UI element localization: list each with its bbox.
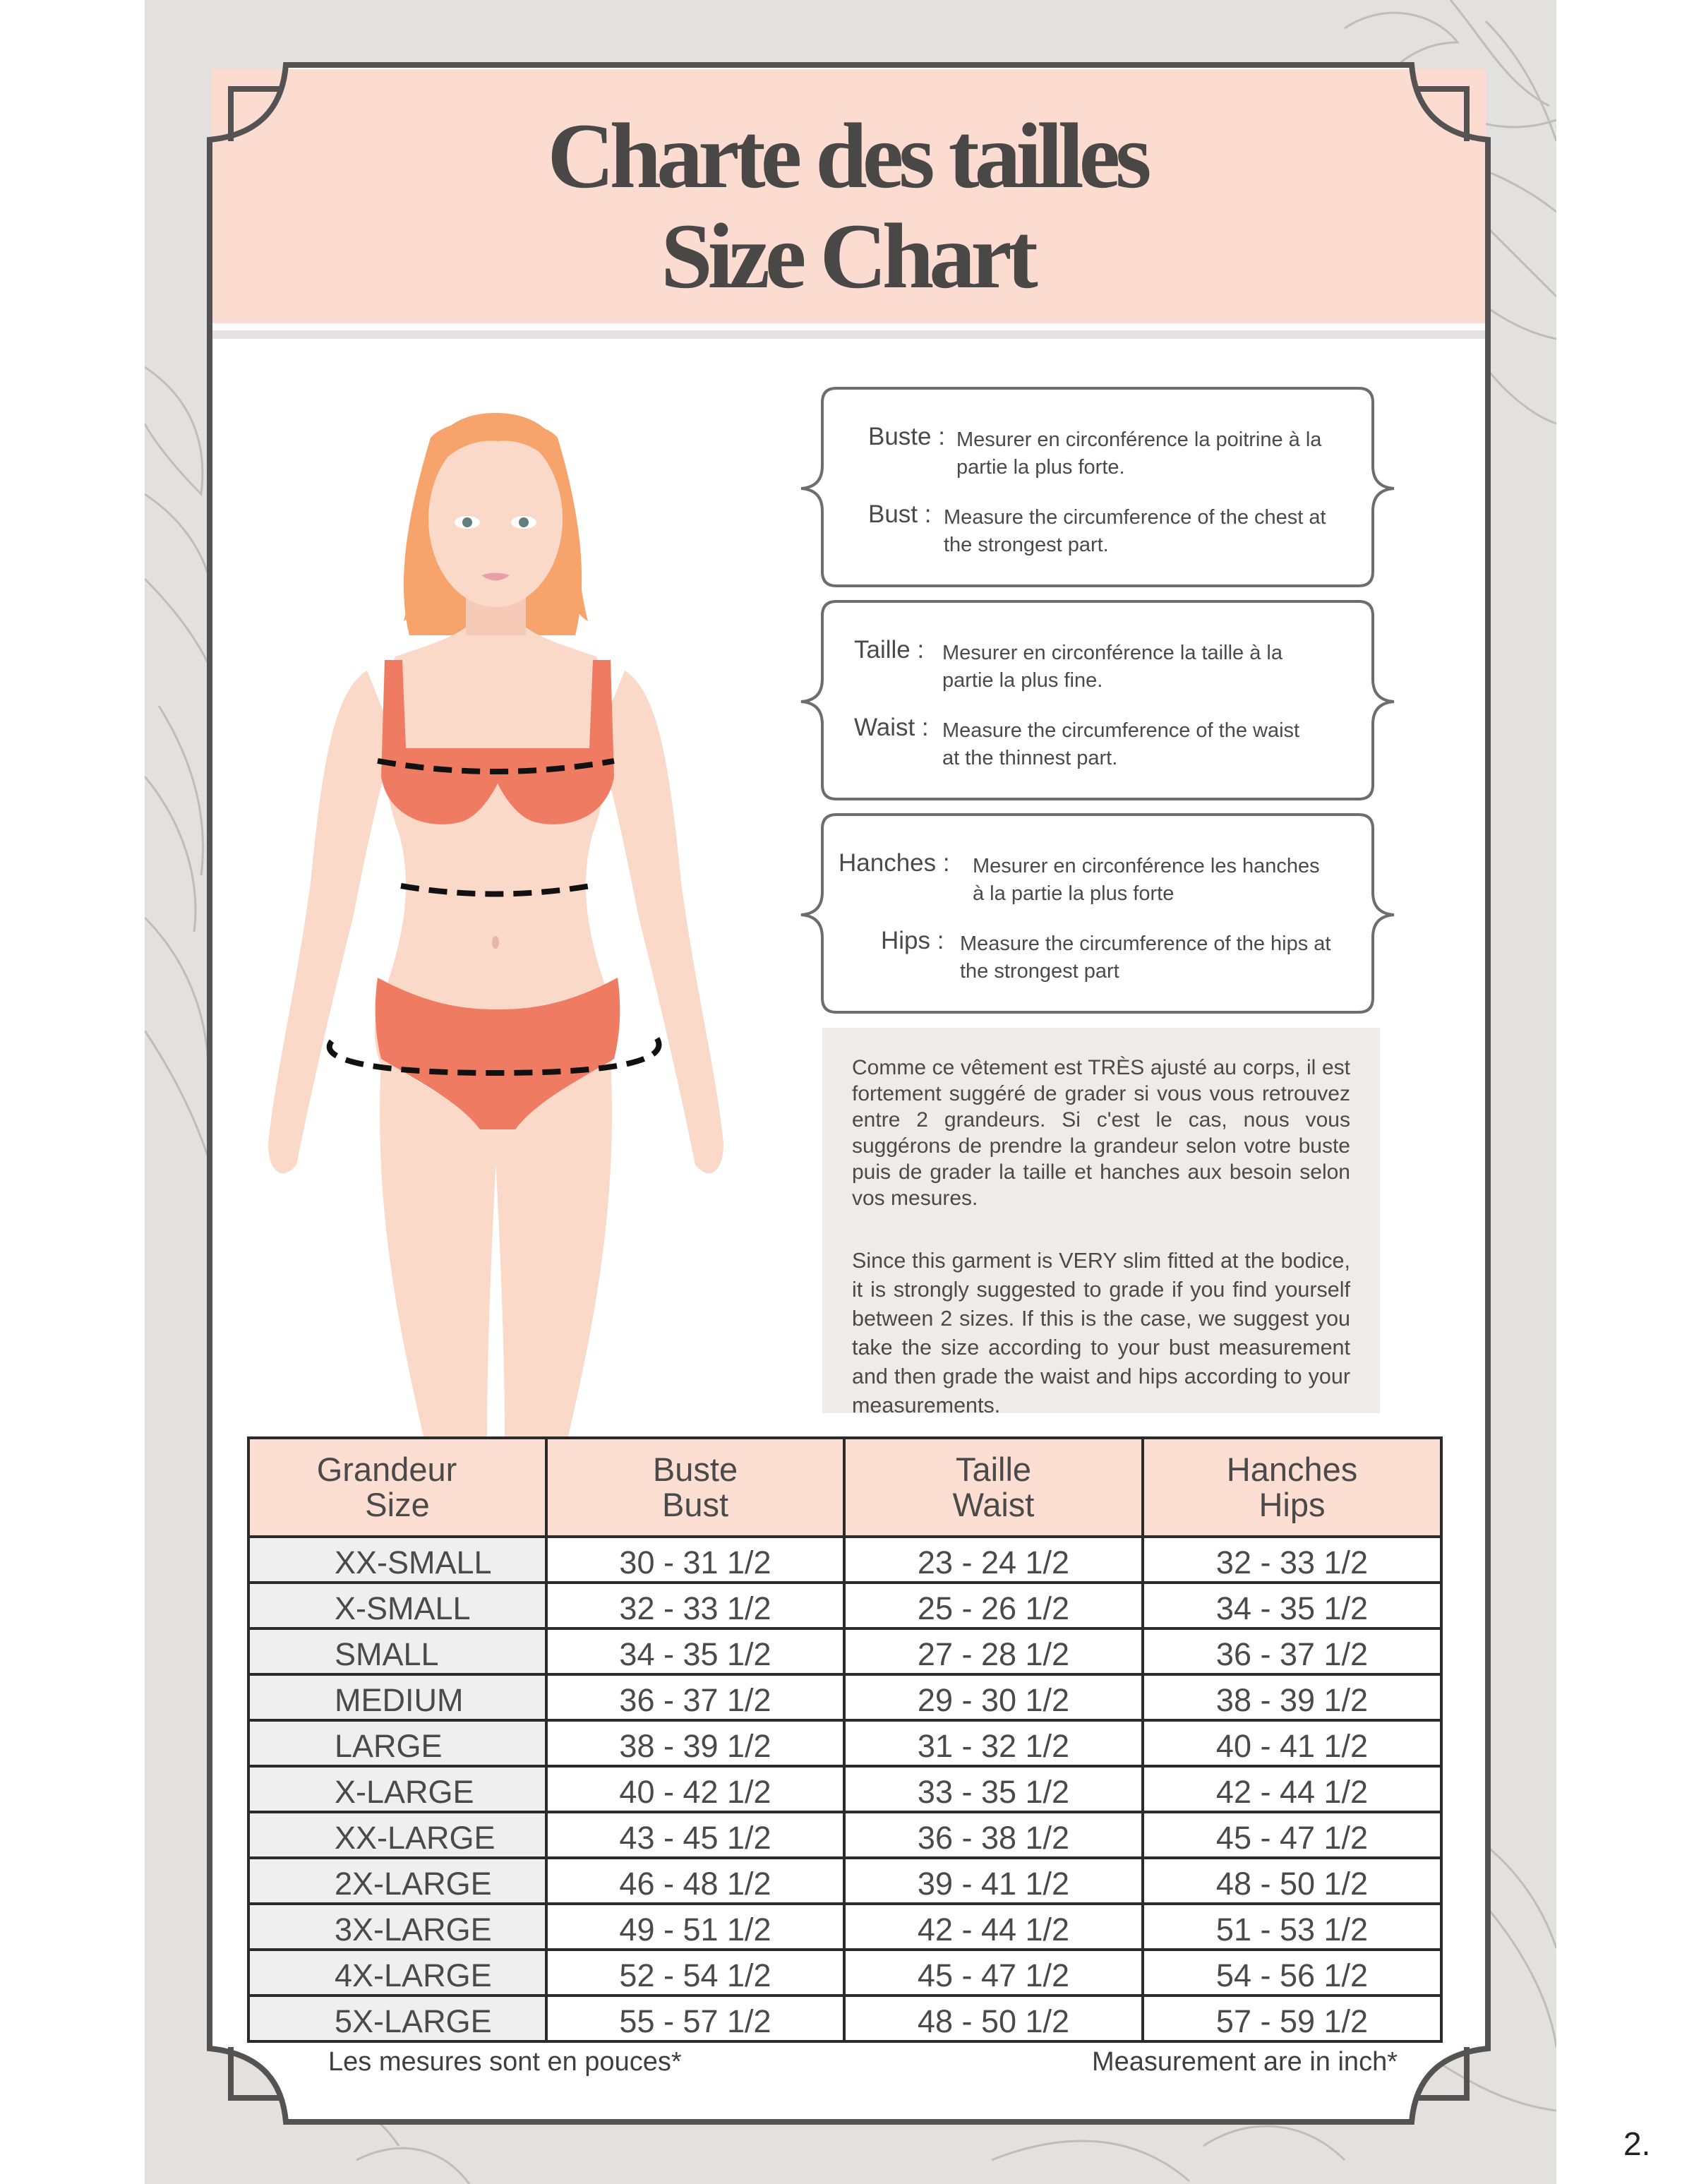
- bust-fr-line1: Mesurer en circonférence la poitrine à la: [956, 428, 1322, 451]
- hips-fr-line1: Mesurer en circonférence les hanches: [973, 855, 1320, 877]
- bust-cell: 55 - 57 1/2: [546, 1996, 844, 2041]
- page-title: [212, 106, 1482, 306]
- table-row: [248, 1996, 1441, 2041]
- table-row: [248, 1720, 1441, 1766]
- footer-note-fr: Les mesures sont en pouces*: [328, 2047, 682, 2077]
- bust-cell: 40 - 42 1/2: [546, 1766, 844, 1812]
- page-number: 2.: [1623, 2125, 1651, 2162]
- waist-cell: 45 - 47 1/2: [844, 1950, 1143, 1996]
- table-row: [248, 1537, 1441, 1583]
- hips-fr-line2: à la partie la plus forte: [973, 882, 1175, 905]
- hips-info-box: [819, 815, 1369, 1012]
- table-row: [248, 1858, 1441, 1904]
- table-row: [248, 1628, 1441, 1674]
- bust-cell: 32 - 33 1/2: [546, 1583, 844, 1628]
- footer-note-en: Measurement are in inch*: [1092, 2047, 1398, 2077]
- table-row: [248, 1904, 1441, 1950]
- bust-info-box: [819, 388, 1369, 586]
- size-cell: 3X-LARGE: [248, 1904, 546, 1950]
- hips-cell: 38 - 39 1/2: [1143, 1674, 1441, 1720]
- size-cell: XX-LARGE: [248, 1812, 546, 1858]
- waist-info-box: [819, 601, 1369, 799]
- waist-cell: 39 - 41 1/2: [844, 1858, 1143, 1904]
- bust-cell: 38 - 39 1/2: [546, 1720, 844, 1766]
- waist-fr-line1: Mesurer en circonférence la taille à la: [942, 642, 1282, 664]
- size-table: [247, 1436, 1443, 2043]
- table-row: [248, 1583, 1441, 1628]
- bust-cell: 36 - 37 1/2: [546, 1674, 844, 1720]
- hips-cell: 57 - 59 1/2: [1143, 1996, 1441, 2041]
- hips-en-term: Hips :: [881, 927, 944, 954]
- note-en: Since this garment is VERY slim fitted at the bodice, it is strongly suggested to grade if you find yourself between 2 sizes. If this is the case, we suggest you take the size according to your bust measurement and then grade the waist and hips according to your measurements.: [852, 1249, 1350, 1417]
- header-waist: Taille Waist: [844, 1438, 1143, 1537]
- waist-cell: 25 - 26 1/2: [844, 1583, 1143, 1628]
- grading-note: [822, 1028, 1380, 1417]
- bust-en-term: Bust :: [868, 500, 932, 528]
- waist-cell: 33 - 35 1/2: [844, 1766, 1143, 1812]
- size-cell: XX-SMALL: [248, 1537, 546, 1583]
- header-bust: Buste Bust: [546, 1438, 844, 1537]
- hips-en-line1: Measure the circumference of the hips at: [960, 932, 1331, 955]
- bust-cell: 46 - 48 1/2: [546, 1858, 844, 1904]
- bust-en-line1: Measure the circumference of the chest at: [944, 506, 1326, 529]
- waist-cell: 48 - 50 1/2: [844, 1996, 1143, 2041]
- hips-cell: 45 - 47 1/2: [1143, 1812, 1441, 1858]
- bust-en-line2: the strongest part.: [944, 534, 1109, 556]
- size-cell: LARGE: [248, 1720, 546, 1766]
- size-cell: 5X-LARGE: [248, 1996, 546, 2041]
- hips-cell: 51 - 53 1/2: [1143, 1904, 1441, 1950]
- table-row: [248, 1766, 1441, 1812]
- header-hips: Hanches Hips: [1143, 1438, 1441, 1537]
- hips-fr-term: Hanches :: [839, 849, 950, 877]
- waist-cell: 31 - 32 1/2: [844, 1720, 1143, 1766]
- bust-cell: 52 - 54 1/2: [546, 1950, 844, 1996]
- note-fr: Comme ce vêtement est TRÈS ajusté au corps, il est fortement suggéré de grader si vous vous retrouvez entre 2 grandeurs. Si c'est le cas, nous vous suggérons de prendre la grandeur selon votre buste puis de grader la taille et hanches aux besoin selon vos mesures.: [852, 1056, 1350, 1210]
- waist-cell: 29 - 30 1/2: [844, 1674, 1143, 1720]
- size-cell: X-LARGE: [248, 1766, 546, 1812]
- size-cell: X-SMALL: [248, 1583, 546, 1628]
- waist-fr-term: Taille :: [854, 636, 925, 664]
- hips-cell: 40 - 41 1/2: [1143, 1720, 1441, 1766]
- size-cell: 2X-LARGE: [248, 1858, 546, 1904]
- waist-cell: 27 - 28 1/2: [844, 1628, 1143, 1674]
- bust-cell: 34 - 35 1/2: [546, 1628, 844, 1674]
- header-size: Grandeur Size: [248, 1438, 546, 1537]
- waist-cell: 23 - 24 1/2: [844, 1537, 1143, 1583]
- size-cell: 4X-LARGE: [248, 1950, 546, 1996]
- title-en: Size Chart: [661, 204, 1033, 308]
- table-row: [248, 1812, 1441, 1858]
- bust-fr-line2: partie la plus forte.: [956, 456, 1125, 479]
- hips-cell: 34 - 35 1/2: [1143, 1583, 1441, 1628]
- waist-en-line1: Measure the circumference of the waist: [942, 719, 1300, 742]
- size-cell: SMALL: [248, 1628, 546, 1674]
- bust-fr-term: Buste :: [868, 423, 945, 450]
- table-header-row: [248, 1438, 1441, 1537]
- title-fr: Charte des tailles: [547, 104, 1147, 208]
- waist-en-term: Waist :: [854, 714, 929, 741]
- bust-cell: 43 - 45 1/2: [546, 1812, 844, 1858]
- table-row: [248, 1950, 1441, 1996]
- hips-cell: 36 - 37 1/2: [1143, 1628, 1441, 1674]
- hips-cell: 48 - 50 1/2: [1143, 1858, 1441, 1904]
- size-cell: MEDIUM: [248, 1674, 546, 1720]
- hips-cell: 32 - 33 1/2: [1143, 1537, 1441, 1583]
- waist-en-line2: at the thinnest part.: [942, 747, 1118, 769]
- waist-cell: 36 - 38 1/2: [844, 1812, 1143, 1858]
- hips-cell: 54 - 56 1/2: [1143, 1950, 1441, 1996]
- hips-cell: 42 - 44 1/2: [1143, 1766, 1441, 1812]
- bust-cell: 49 - 51 1/2: [546, 1904, 844, 1950]
- table-row: [248, 1674, 1441, 1720]
- waist-fr-line2: partie la plus fine.: [942, 669, 1103, 692]
- bust-cell: 30 - 31 1/2: [546, 1537, 844, 1583]
- hips-en-line2: the strongest part: [960, 960, 1119, 983]
- header-band-shadow: [212, 330, 1486, 339]
- waist-cell: 42 - 44 1/2: [844, 1904, 1143, 1950]
